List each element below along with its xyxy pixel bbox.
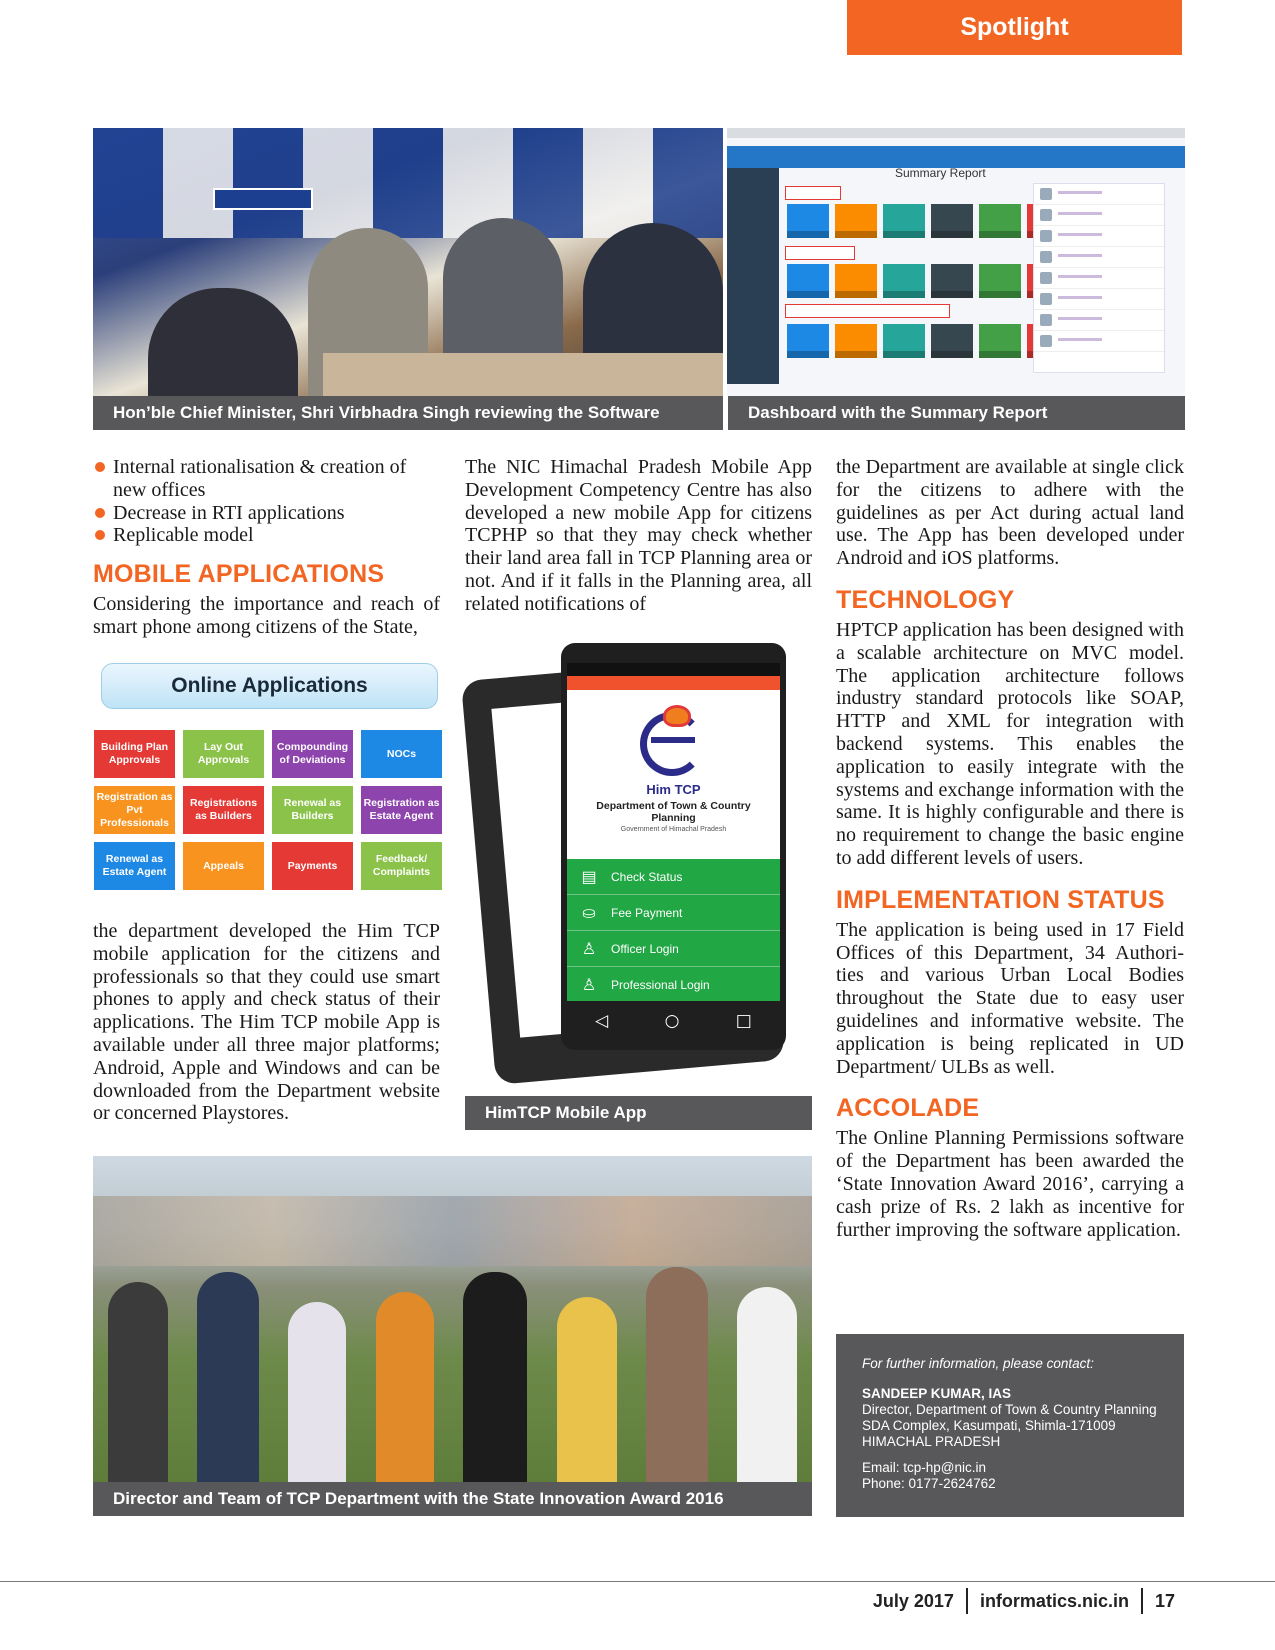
- app-menu: [567, 859, 780, 1001]
- dashboard-tile: [883, 264, 925, 298]
- heading-technology: TECHNOLOGY: [836, 585, 1015, 614]
- him-tcp-logo-icon: [640, 712, 704, 776]
- back-icon[interactable]: ◁: [595, 1011, 609, 1031]
- dashboard-tile: [787, 204, 829, 238]
- bullet-item: Decrease in RTI applications: [93, 502, 440, 525]
- dashboard-tile: [835, 204, 877, 238]
- app-department: Department of Town & Country Planning: [596, 800, 751, 824]
- bullet-item: Replicable model: [93, 524, 440, 547]
- dashboard-tile: [835, 264, 877, 298]
- heading-accolade: ACCOLADE: [836, 1094, 980, 1123]
- online-app-tile[interactable]: Appeals: [183, 842, 264, 890]
- menu-professional-login[interactable]: ♙ Professional Login: [567, 967, 780, 1001]
- app-name: Him TCP: [646, 782, 701, 797]
- dashboard-tile: [979, 204, 1021, 238]
- payment-icon: ⛀: [582, 904, 596, 922]
- dashboard-caption: Dashboard with the Summary Report: [726, 396, 1185, 430]
- para-mobile-1: Considering the importance and reach of smart phone among citizens of the State,: [93, 593, 440, 638]
- cm-photo: [93, 128, 723, 396]
- professional-icon: ♙: [581, 977, 597, 994]
- page-number: 17: [1154, 1590, 1175, 1611]
- contact-line-3: HIMACHAL PRADESH: [862, 1434, 1001, 1449]
- phone-navbar: [567, 1001, 780, 1041]
- footer-divider: [0, 1581, 1275, 1582]
- online-app-tile[interactable]: Registration as Estate Agent: [361, 786, 442, 834]
- mobile-app-caption: HimTCP Mobile App: [465, 1096, 812, 1130]
- cm-photo-caption: Hon’ble Chief Minister, Shri Virbhadra Singh reviewing the Software: [93, 396, 723, 430]
- team-photo-caption: Director and Team of TCP Department with the State Innovation Award 2016: [93, 1482, 812, 1516]
- home-icon[interactable]: ○: [664, 1011, 680, 1031]
- contact-phone: Phone: 0177-2624762: [862, 1476, 996, 1491]
- officer-icon: ♙: [581, 940, 597, 958]
- menu-check-status[interactable]: ▤ Check Status: [567, 859, 780, 895]
- dashboard-screenshot: [727, 128, 1185, 396]
- online-app-tile[interactable]: Feedback/ Complaints: [361, 842, 442, 890]
- app-government: Government of Himachal Pradesh: [620, 826, 727, 833]
- online-app-tile[interactable]: Registration as Pvt Professionals: [94, 786, 175, 834]
- dashboard-title: Summary Report: [895, 166, 986, 180]
- column-2: [465, 456, 812, 616]
- contact-line-1: Director, Department of Town & Country Planning: [862, 1402, 1157, 1417]
- para-technology: HPTCP application has been designed with a scalable architecture on MVC model. The application architecture follows industry standard protocols like SOAP, HTTP and XML for integration with backend systems. This enables the application to easily integrate with the systems and exchange information with the same. It is highly configurable and there is no requirement to change the basic engine to add different levels of users.: [836, 618, 1184, 869]
- para-accolade: The Online Planning Permissions software of the Department has been awarded the ‘State Innovation Award 2016’, carrying a cash prize of Rs. 2 lakh as incentive for further improving the software application.: [836, 1127, 1184, 1241]
- online-app-tile[interactable]: Renewal as Estate Agent: [94, 842, 175, 890]
- dashboard-tile: [931, 204, 973, 238]
- dashboard-tile: [979, 324, 1021, 358]
- document-icon: ▤: [581, 868, 597, 886]
- phone-mockup: [561, 643, 786, 1050]
- online-app-tile[interactable]: Building Plan Approvals: [94, 730, 175, 778]
- bullet-list: [93, 456, 440, 547]
- bullet-item: Internal rationalisation & creation of new offices: [93, 456, 440, 502]
- dashboard-tile: [787, 264, 829, 298]
- dashboard-tile: [883, 204, 925, 238]
- team-photo: [93, 1156, 812, 1482]
- para-mobile-app: The NIC Himachal Pradesh Mobile App Development Competency Centre has also developed a new mobile App for citizens TCPHP so that they may check whether their land area fall in TCP Planning area or not. And if it falls in the Planning area, all related notifications of: [465, 456, 812, 615]
- dashboard-tile: [787, 324, 829, 358]
- para-intro: the Department are available at single click for the citizens to adhere with the guidelines as per Act during actual land use. The App has been developed under Android and iOS platforms.: [836, 456, 1184, 570]
- footer-website[interactable]: informatics.nic.in: [979, 1590, 1129, 1611]
- online-app-tile[interactable]: NOCs: [361, 730, 442, 778]
- recents-icon[interactable]: □: [735, 1011, 752, 1031]
- heading-implementation-status: IMPLEMENTATION STATUS: [836, 885, 1165, 914]
- online-app-tile[interactable]: Registrations as Builders: [183, 786, 264, 834]
- online-app-tile[interactable]: Renewal as Builders: [272, 786, 353, 834]
- online-app-tile[interactable]: Payments: [272, 842, 353, 890]
- footer: [873, 1588, 1175, 1614]
- contact-box: [836, 1334, 1184, 1517]
- para-implementation: The application is being used in 17 Field Offices of this Department, 34 Authori- ties and various Urban Local Bodies throughout the State due to easy user guidelines and informative website. The application is being replicated in UD Department/ ULBs as well.: [836, 918, 1184, 1078]
- dashboard-tile: [931, 264, 973, 298]
- dashboard-tile: [931, 324, 973, 358]
- footer-date: July 2017: [872, 1590, 954, 1611]
- contact-intro: For further information, please contact:: [862, 1356, 1094, 1371]
- column-1-top: [93, 456, 440, 639]
- dashboard-tile: [883, 324, 925, 358]
- online-applications-header: Online Applications: [101, 663, 438, 709]
- contact-name: SANDEEP KUMAR, IAS: [862, 1386, 1012, 1401]
- online-app-tile[interactable]: Lay Out Approvals: [183, 730, 264, 778]
- heading-mobile-applications: MOBILE APPLICATIONS: [93, 560, 385, 589]
- online-app-tile[interactable]: Compounding of Deviations: [272, 730, 353, 778]
- column-3: [836, 456, 1184, 1241]
- contact-email[interactable]: Email: tcp-hp@nic.in: [862, 1460, 986, 1475]
- para-mobile-2: the department developed the Him TCP mobile application for the citizens and professionals so that they could use smart phones to apply and check status of their applications. The Him TCP mobile App is available under all three major platforms; Android, Apple and Windows and can be downloaded from the Department website or concerned Playstores.: [93, 920, 440, 1125]
- dashboard-tile: [979, 264, 1021, 298]
- menu-officer-login[interactable]: ♙ Officer Login: [567, 931, 780, 967]
- section-tab: Spotlight: [847, 0, 1182, 55]
- dashboard-tile: [835, 324, 877, 358]
- contact-line-2: SDA Complex, Kasumpati, Shimla-171009: [862, 1418, 1116, 1433]
- menu-fee-payment[interactable]: ⛀ Fee Payment: [567, 895, 780, 931]
- column-1-bottom: [93, 920, 440, 1125]
